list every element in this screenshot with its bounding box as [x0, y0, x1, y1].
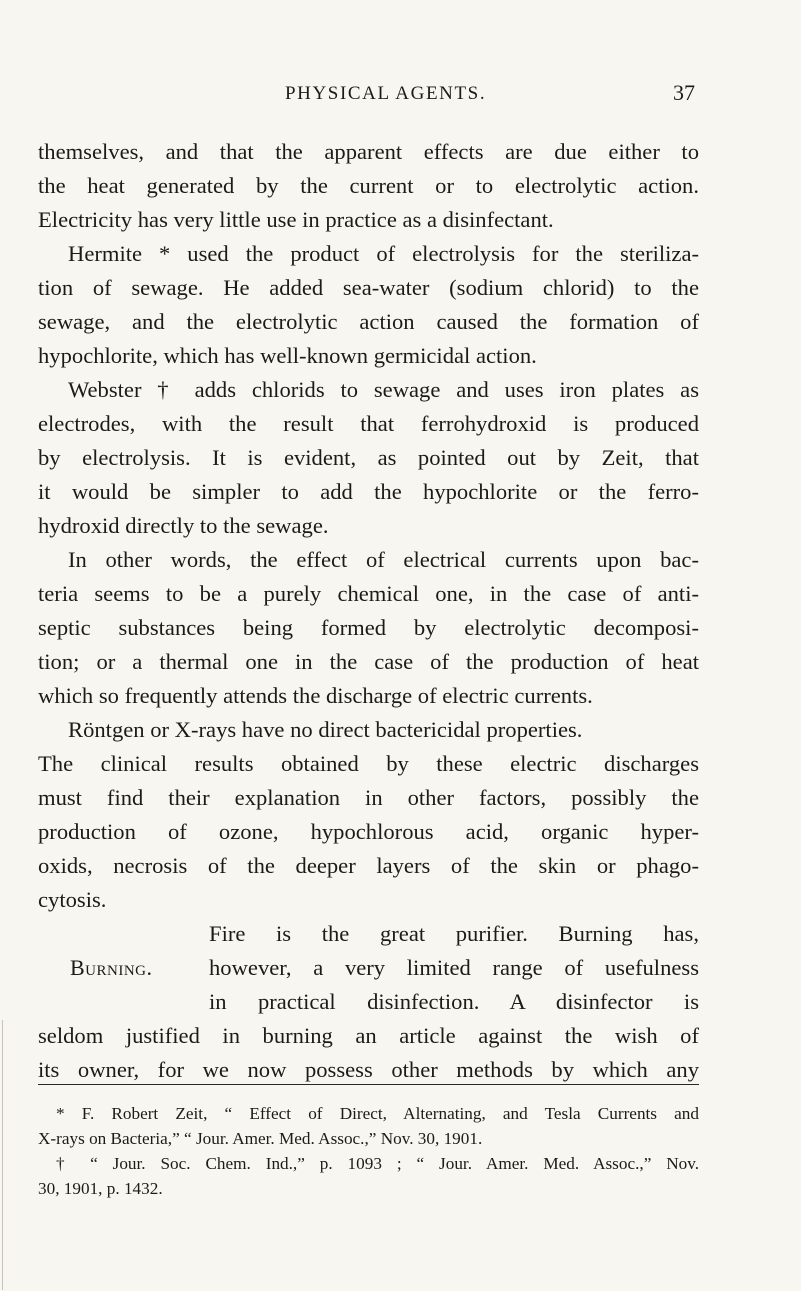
body-line: tion of sewage. He added sea-water (sodium chlorid) to the — [38, 275, 699, 300]
page-number: 37 — [673, 80, 695, 105]
burning-line: its owner, for we now possess other methods by which any — [38, 1057, 699, 1082]
body-line: cytosis. — [38, 887, 107, 912]
body-line: sewage, and the electrolytic action caused the formation of — [38, 309, 699, 334]
burning-line: however, a very limited range of usefulness — [209, 955, 699, 980]
footnote-rule — [38, 1084, 699, 1085]
body-line: In other words, the effect of electrical currents upon bac- — [68, 547, 699, 572]
body-line: oxids, necrosis of the deeper layers of the skin or phago- — [38, 853, 699, 878]
burning-line: in practical disinfection. A disinfector is — [209, 989, 699, 1014]
footnote-line: 30, 1901, p. 1432. — [38, 1179, 163, 1198]
body-line: hydroxid directly to the sewage. — [38, 513, 329, 538]
body-line: production of ozone, hypochlorous acid, organic hyper- — [38, 819, 699, 844]
body-line: Webster † adds chlorids to sewage and uses iron plates as — [68, 377, 699, 402]
body-line: Röntgen or X-rays have no direct bactericidal properties. — [68, 717, 583, 742]
body-line: by electrolysis. It is evident, as pointed out by Zeit, that — [38, 445, 699, 470]
body-line: electrodes, with the result that ferrohydroxid is produced — [38, 411, 699, 436]
burning-line: Fire is the great purifier. Burning has, — [209, 921, 699, 946]
burning-line: seldom justified in burning an article against the wish of — [38, 1023, 699, 1048]
body-line: which so frequently attends the discharge of electric currents. — [38, 683, 593, 708]
body-line: Electricity has very little use in practice as a disinfectant. — [38, 207, 554, 232]
section-side-heading: Burning. — [70, 955, 153, 980]
body-line: tion; or a thermal one in the case of the production of heat — [38, 649, 699, 674]
footnote-line: * F. Robert Zeit, “ Effect of Direct, Alternating, and Tesla Currents and — [56, 1104, 699, 1123]
footnote-line: † “ Jour. Soc. Chem. Ind.,” p. 1093 ; “ Jour. Amer. Med. Assoc.,” Nov. — [56, 1154, 699, 1173]
footnote-line: X-rays on Bacteria,” “ Jour. Amer. Med. Assoc.,” Nov. 30, 1901. — [38, 1129, 483, 1148]
scan-edge-shadow — [2, 1020, 3, 1290]
body-line: hypochlorite, which has well-known germicidal action. — [38, 343, 537, 368]
body-line: the heat generated by the current or to electrolytic action. — [38, 173, 699, 198]
body-line: must find their explanation in other factors, possibly the — [38, 785, 699, 810]
body-line: themselves, and that the apparent effects are due either to — [38, 139, 699, 164]
body-line: it would be simpler to add the hypochlorite or the ferro- — [38, 479, 699, 504]
running-title: PHYSICAL AGENTS. — [285, 83, 487, 104]
body-line: teria seems to be a purely chemical one, in the case of anti- — [38, 581, 699, 606]
body-line: septic substances being formed by electrolytic decomposi- — [38, 615, 699, 640]
body-line: Hermite * used the product of electrolysis for the steriliza- — [68, 241, 699, 266]
body-line: The clinical results obtained by these electric discharges — [38, 751, 699, 776]
